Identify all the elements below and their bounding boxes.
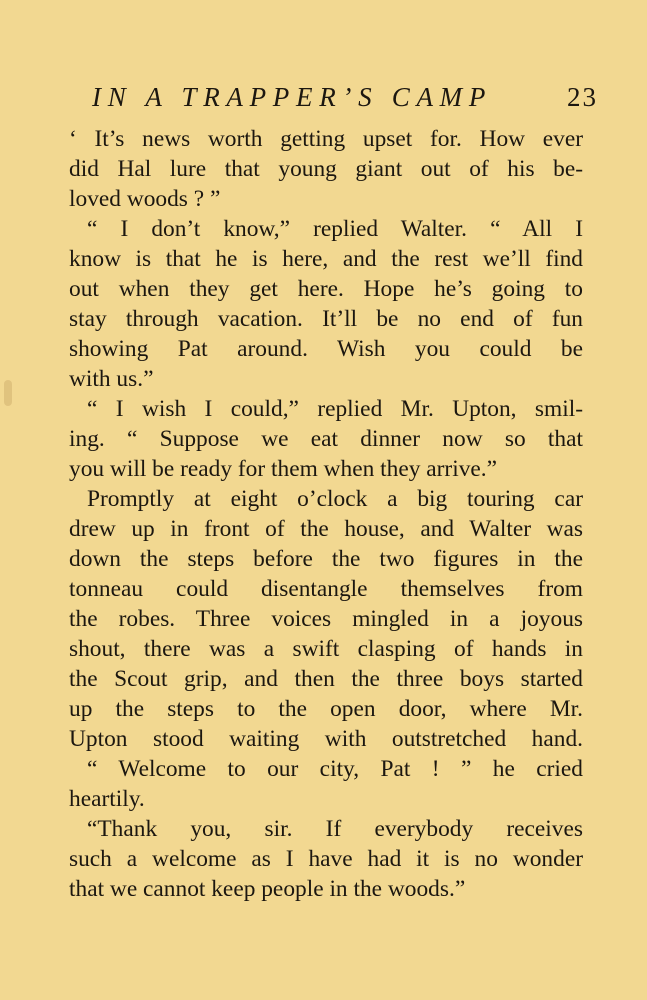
text-line: showing Pat around. Wish you could be xyxy=(69,336,583,362)
text-line: the robes. Three voices mingled in a joyous xyxy=(69,606,583,632)
text-line: with us.” xyxy=(69,366,154,392)
text-line: loved woods ? ” xyxy=(69,186,221,212)
text-line: know is that he is here, and the rest we’ll find xyxy=(69,246,583,272)
text-line: Upton stood waiting with outstretched hand. xyxy=(69,726,583,752)
page-header xyxy=(60,78,600,118)
text-line: shout, there was a swift clasping of hands in xyxy=(69,636,583,662)
text-line: up the steps to the open door, where Mr. xyxy=(69,696,583,722)
running-head: IN A TRAPPER’S CAMP xyxy=(92,82,493,112)
page-edge-mark xyxy=(4,380,12,406)
text-line: tonneau could disentangle themselves from xyxy=(69,576,583,602)
text-line: down the steps before the two figures in the xyxy=(69,546,583,572)
text-line: “ Welcome to our city, Pat ! ” he cried xyxy=(87,756,583,782)
text-line: that we cannot keep people in the woods.” xyxy=(69,876,466,902)
text-line: drew up in front of the house, and Walter was xyxy=(69,516,583,542)
text-line: stay through vacation. It’ll be no end of fun xyxy=(69,306,583,332)
text-line: “ I don’t know,” replied Walter. “ All I xyxy=(87,216,583,242)
text-line: out when they get here. Hope he’s going to xyxy=(69,276,583,302)
body-text xyxy=(69,124,583,904)
text-line: heartily. xyxy=(69,786,145,812)
text-line: you will be ready for them when they arrive.” xyxy=(69,456,498,482)
text-line: ing. “ Suppose we eat dinner now so that xyxy=(69,426,583,452)
text-line: ‘ It’s news worth getting upset for. How ever xyxy=(69,126,583,152)
page-number: 23 xyxy=(567,82,598,112)
text-line: “ I wish I could,” replied Mr. Upton, smil- xyxy=(87,396,583,422)
text-line: “Thank you, sir. If everybody receives xyxy=(87,816,583,842)
text-line: Promptly at eight o’clock a big touring car xyxy=(87,486,583,512)
text-line: did Hal lure that young giant out of his be- xyxy=(69,156,583,182)
text-line: the Scout grip, and then the three boys started xyxy=(69,666,583,692)
text-line: such a welcome as I have had it is no wonder xyxy=(69,846,583,872)
